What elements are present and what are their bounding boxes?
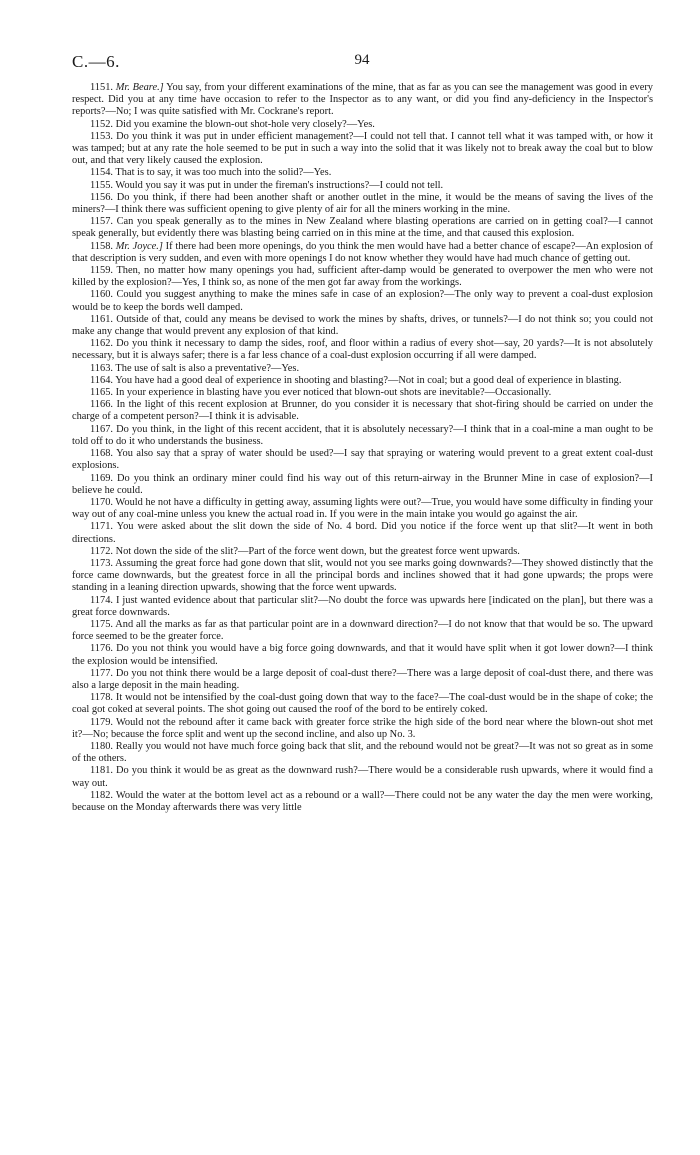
- question-number: 1170.: [90, 496, 113, 508]
- testimony-paragraph: [72, 595, 653, 619]
- question-number: 1174.: [90, 594, 113, 606]
- testimony-paragraph: [72, 338, 653, 362]
- testimony-text: Could you suggest anything to make the mines safe in case of an explosion?—The only way to prevent a coal-dust explosion would be to keep the bords well damped.: [72, 289, 653, 313]
- testimony-paragraph: [72, 741, 653, 765]
- question-number: 1173.: [90, 557, 113, 569]
- testimony-paragraph: [72, 180, 653, 192]
- testimony-text: The use of salt is also a preventative?—Yes.: [115, 362, 300, 374]
- document-reference: C.—6.: [72, 52, 120, 71]
- question-number: 1166.: [90, 399, 113, 411]
- testimony-text: That is to say, it was too much into the solid?—Yes.: [115, 167, 332, 179]
- testimony-text: Do you not think you would have a big force going downwards, and that it would have split when it got lower down?—I think the explosion would be intensified.: [72, 643, 653, 667]
- question-number: 1163.: [90, 362, 113, 374]
- testimony-text: Would you say it was put in under the fireman's instructions?—I could not tell.: [115, 179, 444, 191]
- testimony-paragraph: [72, 265, 653, 289]
- testimony-paragraph: [72, 717, 653, 741]
- question-number: 1182.: [90, 789, 113, 801]
- question-number: 1169.: [90, 472, 113, 484]
- question-number: 1156.: [90, 191, 113, 203]
- question-number: 1176.: [90, 643, 113, 655]
- question-number: 1161.: [90, 313, 113, 325]
- testimony-paragraph: [72, 314, 653, 338]
- question-number: 1155.: [90, 179, 113, 191]
- testimony-text: Did you examine the blown-out shot-hole very closely?—Yes.: [115, 118, 375, 130]
- testimony-paragraph: [72, 790, 653, 814]
- question-number: 1162.: [90, 338, 113, 350]
- testimony-text: Really you would not have much force going back that slit, and the rebound would not be great?—It was not so great as in some of the others.: [72, 740, 654, 765]
- testimony-paragraph: [72, 241, 653, 265]
- testimony-text: Do you not think there would be a large deposit of coal-dust there?—There was a large deposit of coal-dust there, and there was also a large deposit in the main heading.: [72, 667, 653, 691]
- testimony-text: Do you think it would be as great as the downward rush?—There would be a considerable rush upwards, where it would find a way out.: [72, 765, 653, 789]
- question-number: 1160.: [90, 289, 113, 301]
- testimony-paragraph: [72, 399, 653, 423]
- testimony-text: Do you think an ordinary miner could find his way out of this return-airway in the Brunner Mine in case of explosion?—I believe he could.: [72, 472, 653, 496]
- question-number: 1179.: [90, 716, 113, 728]
- testimony-paragraph: [72, 375, 653, 387]
- question-number: 1153.: [90, 130, 113, 142]
- question-number: 1168.: [90, 448, 113, 460]
- testimony-paragraph: [72, 216, 653, 240]
- speaker-label: Mr. Beare.]: [115, 82, 164, 93]
- testimony-paragraph: [72, 448, 653, 472]
- question-number: 1172.: [90, 545, 113, 557]
- testimony-paragraph: [72, 619, 653, 643]
- question-number: 1151.: [90, 82, 113, 93]
- question-number: 1157.: [90, 216, 113, 228]
- question-number: 1180.: [90, 740, 113, 752]
- testimony-paragraph: [72, 521, 653, 545]
- testimony-text: I just wanted evidence about that particular slit?—No doubt the force was upwards here [indicated on the plan], but there was a great force downwards.: [72, 594, 653, 618]
- testimony-paragraph: [72, 473, 653, 497]
- testimony-text: Not down the side of the slit?—Part of the force went down, but the greatest force went upwards.: [115, 545, 520, 557]
- testimony-text: It would not be intensified by the coal-dust going down that way to the face?—The coal-dust would be in the shape of coke; the coal got coked at several points. The shot going out caused the roof of the bord to be entirely coked.: [72, 692, 653, 716]
- testimony-text: If there had been more openings, do you think the men would have had a better chance of escape?—An explosion of that description is very sudden, and even with more openings I do not know whether they would have had much chance of getting out.: [72, 240, 653, 264]
- testimony-text: Do you think, if there had been another shaft or another outlet in the mine, it would be the means of saving the lives of the miners?—I think there was sufficient opening to give plenty of air for all the miners working in the mine.: [72, 191, 653, 216]
- testimony-paragraph: [72, 643, 653, 667]
- testimony-paragraph: [72, 546, 653, 558]
- question-number: 1158.: [90, 240, 113, 252]
- testimony-paragraph: [72, 82, 653, 119]
- testimony-text: You have had a good deal of experience in shooting and blasting?—Not in coal; but a good deal of experience in blasting.: [115, 374, 622, 386]
- testimony-text: And all the marks as far as that particular point are in a downward direction?—I do not know that that would be so. The upward force seemed to be the greater force.: [72, 618, 653, 643]
- testimony-text: Do you think it necessary to damp the sides, roof, and floor within a radius of every shot—say, 20 yards?—It is not absolutely necessary, but it is always safer; there is a far less chance of a coal-dust explosion occurring if all were damped.: [72, 338, 653, 362]
- testimony-text: You were asked about the slit down the side of No. 4 bord. Did you notice if the force went up that slit?—It went in both directions.: [72, 521, 653, 545]
- testimony-text: Would not the rebound after it came back with greater force strike the high side of the bord near where the blown-out shot met it?—No; because the force split and went up the second incline, and also up No. 3.: [72, 716, 653, 740]
- question-number: 1181.: [90, 765, 113, 777]
- testimony-text: In your experience in blasting have you ever noticed that blown-out shots are inevitable?—Occasionally.: [115, 387, 552, 399]
- testimony-paragraph: [72, 119, 653, 131]
- testimony-text: Then, no matter how many openings you had, sufficient after-damp would be generated to overpower the men who were not killed by the explosion?—Yes, I think so, as none of the men got far away from the workings.: [72, 265, 653, 289]
- testimony-paragraph: [72, 424, 653, 448]
- question-number: 1175.: [90, 618, 113, 630]
- testimony-text: Assuming the great force had gone down that slit, would not you see marks going downwards?—They showed distinctly that the force came downwards, but the greatest force in all the principal bords and inclines showed that it had gone upwards; the props were standing in a leaning direction upwards, showing that the force went upwards.: [72, 557, 653, 594]
- testimony-paragraph: [72, 131, 653, 168]
- testimony-paragraph: [72, 765, 653, 789]
- testimony-text: Would he not have a difficulty in getting away, assuming lights were out?—True, you would have some difficulty in finding your way out of any coal-mine unless you knew the actual road in. If you were in the main intake you would go against the air.: [72, 496, 653, 521]
- testimony-paragraph: [72, 363, 653, 375]
- testimony-text: You say, from your different examinations of the mine, that as far as you can see the management was good in every respect. Did you at any time have occasion to refer to the Inspector as to any want, or did you find any-deficiency in the Inspector's reports?—No; I was quite satisfied with Mr. Cockrane's report.: [72, 82, 653, 118]
- testimony-paragraph: [72, 692, 653, 716]
- testimony-paragraph: [72, 167, 653, 179]
- testimony-text: In the light of this recent explosion at Brunner, do you consider it is necessary that shot-firing should be carried on under the charge of a competent person?—I think it is advisable.: [72, 399, 653, 423]
- page-number: 94: [354, 52, 370, 68]
- testimony-text: Would the water at the bottom level act as a rebound or a wall?—There could not be any water the day the men were working, because on the Monday afterwards there was very little: [72, 789, 653, 813]
- question-number: 1177.: [90, 667, 113, 679]
- question-number: 1167.: [90, 423, 113, 435]
- page-header: [72, 52, 652, 74]
- question-number: 1178.: [90, 692, 113, 704]
- testimony-text: Do you think it was put in under efficient management?—I could not tell that. I cannot tell what it was tamped with, or how it was tamped; but at any rate the hole seemed to be put in such a way into the solid that it was likely not to break away the coal but to blow out, and that very likely caused the explosion.: [72, 130, 653, 167]
- testimony-body: [72, 82, 653, 814]
- question-number: 1171.: [90, 521, 113, 533]
- testimony-paragraph: [72, 668, 653, 692]
- question-number: 1164.: [90, 374, 113, 386]
- question-number: 1159.: [90, 265, 113, 277]
- testimony-text: You also say that a spray of water should be used?—I say that spraying or watering would prevent to a great extent coal-dust explosions.: [72, 448, 653, 472]
- question-number: 1152.: [90, 118, 113, 130]
- testimony-paragraph: [72, 289, 653, 313]
- question-number: 1165.: [90, 387, 113, 399]
- testimony-text: Do you think, in the light of this recent accident, that it is absolutely necessary?—I think that in a coal-mine a man ought to be told off to do it who understands the business.: [72, 423, 653, 447]
- testimony-text: Outside of that, could any means be devised to work the mines by shafts, drives, or tunnels?—I do not think so; you could not make any change that would prevent any explosion of that kind.: [72, 313, 653, 338]
- question-number: 1154.: [90, 167, 113, 179]
- speaker-label: Mr. Joyce.]: [115, 240, 163, 252]
- testimony-paragraph: [72, 497, 653, 521]
- testimony-paragraph: [72, 387, 653, 399]
- testimony-paragraph: [72, 192, 653, 216]
- testimony-paragraph: [72, 558, 653, 595]
- testimony-text: Can you speak generally as to the mines in New Zealand where blasting operations are carried on in getting coal?—I cannot speak generally, but evidently there was blasting being carried on in this mine at the time, and that caused this explosion.: [72, 216, 653, 240]
